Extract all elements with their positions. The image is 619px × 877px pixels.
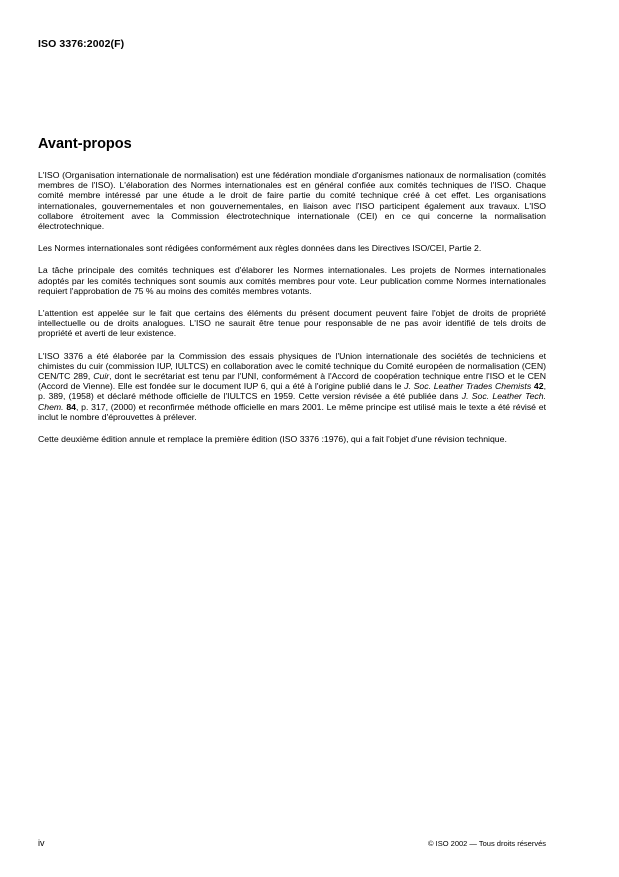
page-header-code: ISO 3376:2002(F) xyxy=(38,38,125,50)
footer-copyright: © ISO 2002 — Tous droits réservés xyxy=(428,839,546,848)
history-volume-1: 42 xyxy=(531,381,544,392)
footer-page-number: iv xyxy=(38,838,45,848)
history-cuir: Cuir xyxy=(93,371,110,382)
paragraph-patent-rights: L'attention est appelée sur le fait que certains des éléments du présent document peuvent faire l'objet de droits de propriété intellectuelle ou de droits analogues. L'ISO ne saurait être tenue pour responsable de ne pas avoir identifié de tels droits de propriété et averti de leur existence. xyxy=(38,308,546,339)
history-text-1: L'ISO 3376 a été élaborée par la Commission des essais physiques de l'Union internationale des sociétés de techniciens et chimistes du cuir (commission IUP, IULTCS) en collaboration avec le comité technique du Comité européen de normalisation (CEN) CEN/TC 289, xyxy=(38,350,546,382)
paragraph-iso-organisation: L'ISO (Organisation internationale de normalisation) est une fédération mondiale d'organismes nationaux de normalisation (comités membres de l'ISO). L'élaboration des Normes internationales est en général confiée aux comités techniques de l'ISO. Chaque comité membre intéressé par une étude a le droit de faire partie du comité technique créé à cet effet. Les organisations internationales, gouvernementales et non gouvernementales, en liaison avec l'ISO participent également aux travaux. L'ISO collabore étroitement avec la Commission électrotechnique internationale (CEI) en ce qui concerne la normalisation électrotechnique. xyxy=(38,170,546,232)
history-text-3: , p. 389, (1958) et déclaré méthode officielle de l'IULTCS en 1959. Cette version révisée a été publiée dans xyxy=(38,381,546,402)
history-text-4: , p. 317, (2000) et reconfirmée méthode officielle en mars 2001. Le même principe est utilisé mais le texte a été révisé et inclut le nombre d'éprouvettes à prélever. xyxy=(38,401,546,422)
paragraph-edition: Cette deuxième édition annule et remplace la première édition (ISO 3376 :1976), qui a fait l'objet d'une révision technique. xyxy=(38,434,507,445)
history-journal-1: J. Soc. Leather Trades Chemists xyxy=(404,381,532,392)
body-text xyxy=(38,170,546,456)
paragraph-directives: Les Normes internationales sont rédigées conformément aux règles données dans les Directives ISO/CEI, Partie 2. xyxy=(38,243,482,254)
paragraph-committee-tasks: La tâche principale des comités techniques est d'élaborer les Normes internationales. Les projets de Normes internationales adoptés par les comités techniques sont soumis aux comités membres pour vote. Leur publication comme Normes internationales requiert l'approbation de 75 % au moins des comités membres votants. xyxy=(38,265,546,296)
section-title: Avant-propos xyxy=(38,136,132,152)
history-text-2: , dont le secrétariat est tenu par l'UNI, conformément à l'Accord de coopération technique entre l'ISO et le CEN (Accord de Vienne). Elle est fondée sur le document IUP 6, qui a été à l'origine publié dans le xyxy=(38,371,546,392)
history-volume-2: 84 xyxy=(63,401,76,412)
history-journal-2: J. Soc. Leather Tech. Chem. xyxy=(38,391,546,412)
paragraph-history xyxy=(38,351,546,422)
